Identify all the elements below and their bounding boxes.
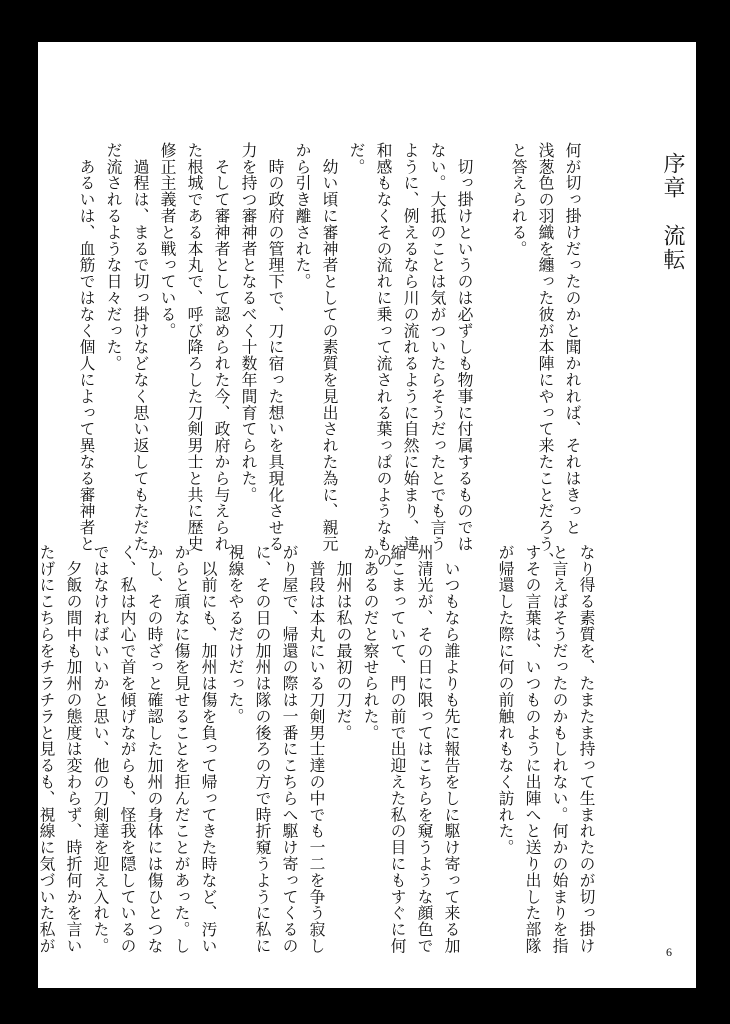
page-number: 6 <box>666 945 672 959</box>
chapter-title: 序章 流転 <box>660 152 685 272</box>
body-text-upper: 何が切っ掛けだったのかと聞かれれば、それはきっと 浅葱色の羽織を纏った彼が本陣にやって来たことだろう、 と答えられる。 切っ掛けというのは必ずしも物事に付属するものでは ない。大抵のことは気がついたらそうだったとでも言う ように、例えるなら川の流れるように自然に始まり、違 和感もなくその流れに乗って流される葉っぱのようなもの だ。 幼い頃に審神者としての素質を見出された為に、親元 から引き離された。 時の政府の管理下で、刀に宿った想いを具現化させる 力を持つ審神者となるべく十数年間育てられた。 そして審神者として認められた今、政府から与えられ た根城である本丸で、呼び降ろした刀剣男士と共に歴史 修正主義者と戦っている。 過程は、まるで切っ掛けなどなく思い返してもただた だ流されるような日々だった。 あるいは、血筋ではなく個人によって異なる審神者と <box>77 142 582 569</box>
book-page <box>38 42 696 988</box>
body-text-lower: なり得る素質を、たまたま持って生まれたのが切っ掛け と言えばそうだったのかもしれない。何かの始まりを指 すその言葉は、いつものように出陣へと送り出した部隊 が帰還した際に何の前触れもなく訪れた。 いつもなら誰よりも先に報告をしに駆け寄って来る加 州清光が、その日に限ってはこちらを窺うような顔色で 縮こまっていて、門の前で出迎えた私の目にもすぐに何 かあるのだと察せられた。 加州は私の最初の刀だ。 普段は本丸にいる刀剣男士達の中でも一二を争う寂し がり屋で、帰還の際は一番にこちらへ駆け寄ってくるの に、その日の加州は隊の後ろの方で時折窺うように私に 視線をやるだけだった。 以前にも、加州は傷を負って帰ってきた時など、汚い からと頑なに傷を見せることを拒んだことがあった。し かし、その時ざっと確認した加州の身体には傷ひとつな く、私は内心で首を傾げながらも、怪我を隠しているの ではなければいいかと思い、他の刀剣達を迎え入れた。 夕飯の間中も加州の態度は変わらず、時折何かを言い たげにこちらをチラチラと見るも、視線に気づいた私が <box>37 544 596 954</box>
